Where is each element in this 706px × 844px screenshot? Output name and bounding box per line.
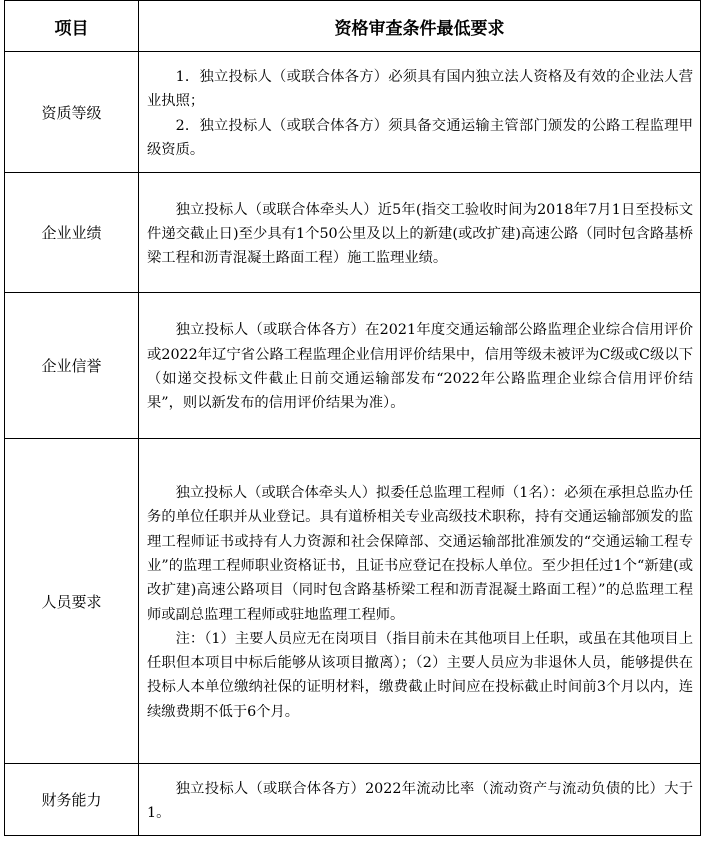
header-row xyxy=(5,1,701,52)
paragraph: 2．独立投标人（或联合体各方）须具备交通运输主管部门颁发的公路工程监理甲级资质。 xyxy=(147,117,693,158)
table-row xyxy=(5,439,701,764)
header-item: 项目 xyxy=(5,1,139,52)
paragraph: 独立投标人（或联合体各方）在2021年度交通运输部公路监理企业综合信用评价或2022年辽宁省公路工程监理企业信用评价结果中，信用等级未被评为C级或C级以下（如递交投标文件截止日前交通运输部发布“2022年公路监理企业综合信用评价结果”，则以新发布的信用评价结果为准）。 xyxy=(147,322,693,412)
row-content-financial xyxy=(139,764,701,836)
paragraph: 注：（1）主要人员应无在岗项目（指目前未在其他项目上任职，或虽在其他项目上任职但本项目中标后能够从该项目撤离）；（2）主要人员应为非退休人员，能够提供在投标人本单位缴纳社保的证明材料，缴费截止时间应在投标截止时间前3个月以内，连续缴费期不低于6个月。 xyxy=(147,630,693,720)
table-row xyxy=(5,52,701,173)
row-label-financial: 财务能力 xyxy=(5,764,139,836)
row-label-personnel: 人员要求 xyxy=(5,439,139,764)
header-requirements: 资格审查条件最低要求 xyxy=(139,1,701,52)
row-content-performance xyxy=(139,173,701,293)
row-label-performance: 企业业绩 xyxy=(5,173,139,293)
row-content-personnel xyxy=(139,439,701,764)
table-row xyxy=(5,293,701,439)
table-row xyxy=(5,173,701,293)
paragraph: 独立投标人（或联合体各方）2022年流动比率（流动资产与流动负债的比）大于1。 xyxy=(147,780,693,821)
table-row xyxy=(5,764,701,836)
paragraph: 1．独立投标人（或联合体各方）必须具有国内独立法人资格及有效的企业法人营业执照； xyxy=(147,68,693,110)
row-label-qualification-level: 资质等级 xyxy=(5,52,139,173)
row-content-credit xyxy=(139,293,701,439)
row-label-credit: 企业信誉 xyxy=(5,293,139,439)
row-content-qualification-level xyxy=(139,52,701,173)
paragraph: 独立投标人（或联合体牵头人）拟委任总监理工程师（1名）：必须在承担总监办任务的单位任职并从业登记。具有道桥相关专业高级技术职称，持有交通运输部颁发的监理工程师证书或持有人力资源和社会保障部、交通运输部批准颁发的“交通运输工程专业”的监理工程师职业资格证书，且证书应登记在投标人单位。至少担任过1个“新建(或改扩建)高速公路项目（同时包含路基桥梁工程和沥青混凝土路面工程）”的总监理工程师或副总监理工程师或驻地监理工程师。 xyxy=(147,485,693,623)
qualification-table xyxy=(4,0,701,836)
paragraph: 独立投标人（或联合体牵头人）近5年(指交工验收时间为2018年7月1日至投标文件递交截止日)至少具有1个50公里及以上的新建(或改扩建)高速公路（同时包含路基桥梁工程和沥青混凝土路面工程）施工监理业绩。 xyxy=(147,201,693,267)
